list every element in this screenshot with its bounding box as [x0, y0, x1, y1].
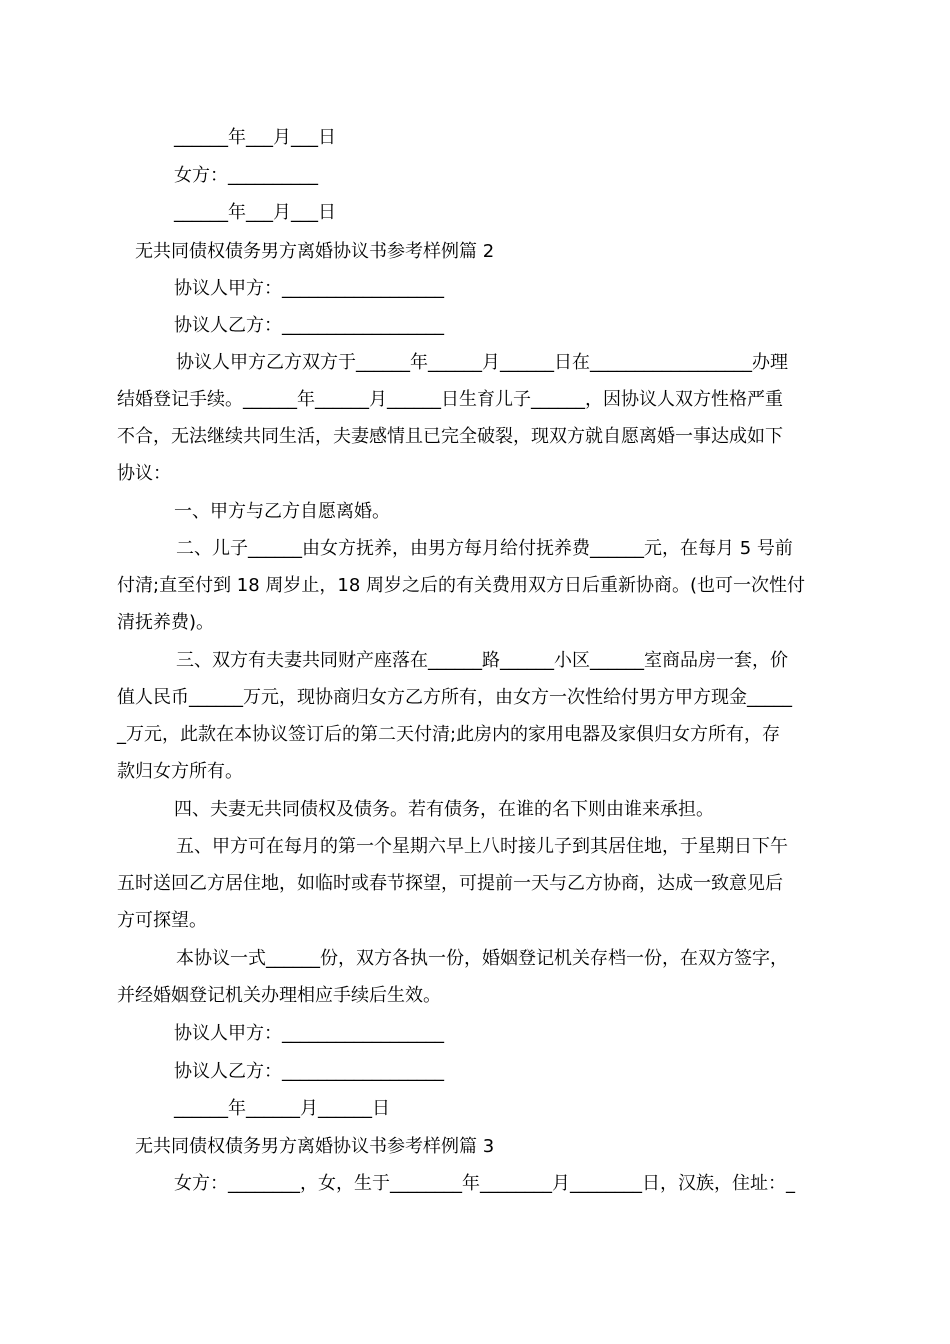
section-heading: 无共同债权债务男方离婚协议书参考样例篇 3	[135, 1136, 495, 1157]
date-line: ______年___月___日	[174, 127, 336, 148]
clause-line: 付清;直至付到 18 周岁止，18 周岁之后的有关费用双方日后重新协商。(也可一次性付	[117, 575, 806, 596]
clause-line: _万元，此款在本协议签订后的第二天付清;此房内的家用电器及家俱归女方所有，存	[117, 724, 781, 745]
section-heading: 无共同债权债务男方离婚协议书参考样例篇 2	[135, 241, 495, 262]
clause-line: 值人民币______万元，现协商归女方乙方所有，由女方一次性给付男方甲方现金_____	[117, 687, 792, 708]
clause-line: 款归女方所有。	[117, 761, 243, 782]
paragraph-line: 不合，无法继续共同生活，夫妻感情且已完全破裂，现双方就自愿离婚一事达成如下	[117, 426, 783, 447]
party-a-line: 协议人甲方：__________________	[174, 1023, 444, 1044]
clause-line: 四、夫妻无共同债权及债务。若有债务，在谁的名下则由谁来承担。	[174, 799, 714, 820]
clause-line: 方可探望。	[117, 910, 207, 931]
clause-line: 五、甲方可在每月的第一个星期六早上八时接儿子到其居住地，于星期日下午	[176, 836, 788, 857]
clause-line: 三、双方有夫妻共同财产座落在______路______小区______室商品房一套，价	[176, 650, 788, 671]
party-b-line: 协议人乙方：__________________	[174, 315, 444, 336]
clause-line: 五时送回乙方居住地，如临时或春节探望，可提前一天与乙方协商，达成一致意见后	[117, 873, 783, 894]
clause-line: 一、甲方与乙方自愿离婚。	[174, 501, 390, 522]
paragraph-line: 协议人甲方乙方双方于______年______月______日在__________________办理	[176, 352, 788, 373]
party-a-line: 协议人甲方：__________________	[174, 278, 444, 299]
date-line: ______年___月___日	[174, 202, 336, 223]
clause-line: 清抚养费)。	[117, 612, 215, 633]
paragraph-line: 本协议一式______份，双方各执一份，婚姻登记机关存档一份，在双方签字，	[176, 948, 788, 969]
paragraph-line: 并经婚姻登记机关办理相应手续后生效。	[117, 985, 441, 1006]
clause-line: 二、儿子______由女方抚养，由男方每月给付抚养费______元，在每月 5 号前	[176, 538, 793, 559]
paragraph-line: 结婚登记手续。______年______月______日生育儿子______，因协议人双方性格严重	[117, 389, 783, 410]
party-b-line: 协议人乙方：__________________	[174, 1061, 444, 1082]
date-line: ______年______月______日	[174, 1098, 390, 1119]
paragraph-line: 协议：	[117, 463, 171, 484]
female-party-line: 女方：________，女，生于________年________月________日，汉族，住址：_	[174, 1173, 795, 1194]
female-party-line: 女方：__________	[174, 165, 318, 186]
